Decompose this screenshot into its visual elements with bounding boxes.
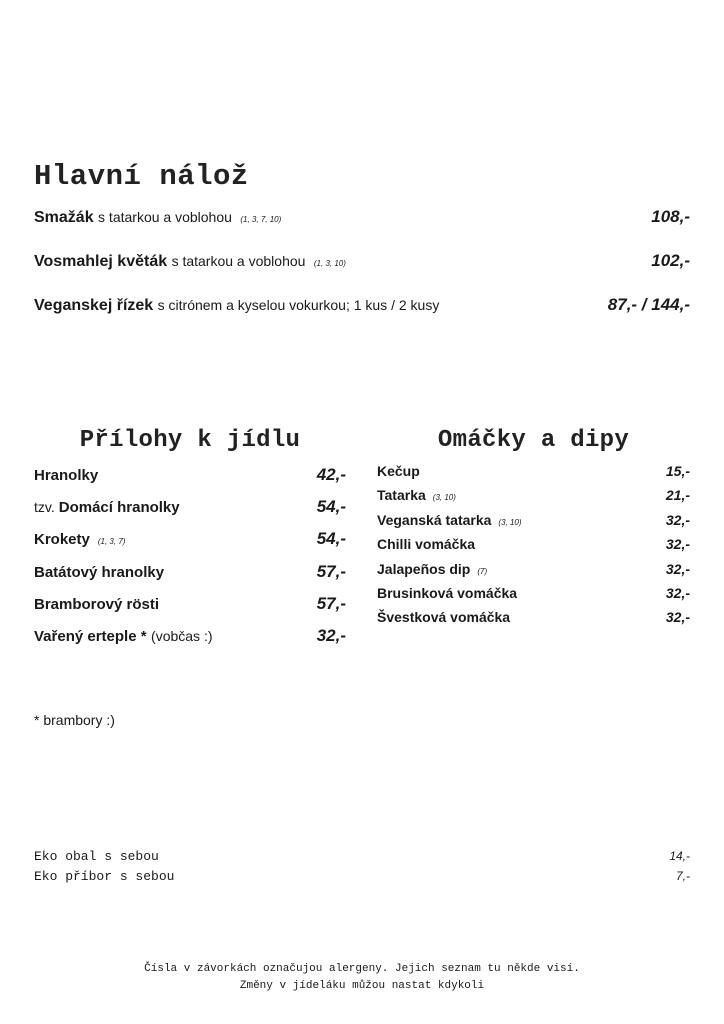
- sauce-item-price: 32,-: [665, 585, 690, 601]
- allergen-codes: (1, 3, 10): [313, 259, 346, 268]
- sauce-item-name: Brusinková vomáčka: [377, 585, 518, 601]
- footnote: * brambory :): [34, 712, 115, 728]
- extra-item: [34, 869, 690, 889]
- side-item: [34, 529, 346, 555]
- menu-item-price: 87,- / 144,-: [607, 295, 690, 314]
- sides-section-title: Přílohy k jídlu: [79, 427, 301, 454]
- menu-item-name: Vosmahlej květák: [34, 253, 168, 270]
- side-item-price: 32,-: [316, 626, 346, 645]
- main-section-title: Hlavní nálož: [34, 160, 249, 193]
- sauce-item-price: 32,-: [665, 536, 690, 552]
- sauce-item: [377, 536, 690, 558]
- sauce-item-name: Jalapeños dip: [377, 561, 471, 577]
- side-item-name: Hranolky: [34, 467, 99, 484]
- side-item-prefix: tzv.: [34, 499, 55, 515]
- side-item: [34, 594, 346, 620]
- sauce-item: [377, 585, 690, 607]
- menu-item-kvetak: [34, 251, 690, 279]
- sauce-item: [377, 512, 690, 534]
- menu-item-desc: s citrónem a kyselou vokurkou; 1 kus / 2 kusy: [157, 297, 440, 313]
- sauce-item-name: Tatarka: [377, 487, 426, 503]
- menu-item-label: [34, 297, 439, 315]
- side-item-price: 42,-: [316, 465, 346, 484]
- extra-item-price: 7,-: [675, 869, 690, 883]
- side-item-price: 54,-: [316, 529, 346, 548]
- sauce-item: [377, 561, 690, 583]
- sauce-item: [377, 463, 690, 485]
- menu-item-name: Veganskej řízek: [34, 297, 154, 314]
- menu-item-label: [34, 253, 346, 271]
- menu-item-rizek: [34, 295, 690, 323]
- extra-item-label: Eko příbor s sebou: [34, 869, 175, 884]
- side-item: [34, 626, 346, 652]
- sauce-item: [377, 487, 690, 509]
- menu-item-price: 102,-: [651, 251, 690, 270]
- side-item-name: Vařený erteple *: [34, 628, 147, 645]
- allergen-codes: (7): [477, 567, 488, 576]
- extra-item-price: 14,-: [669, 849, 690, 863]
- allergen-codes: (1, 3, 7, 10): [240, 215, 282, 224]
- sauces-section-title: Omáčky a dipy: [437, 427, 630, 454]
- sauce-item-price: 32,-: [665, 561, 690, 577]
- menu-item-desc: s tatarkou a voblohou: [98, 209, 232, 225]
- allergen-note: Čísla v závorkách označujou alergeny. Jejich seznam tu někde visí.: [144, 963, 580, 975]
- allergen-codes: (3, 10): [432, 493, 456, 502]
- sauce-item: [377, 609, 690, 631]
- changes-note: Změny v jídeláku můžou nastat kdykoli: [239, 980, 485, 992]
- allergen-codes: (1, 3, 7): [97, 537, 126, 546]
- side-item-name: Domácí hranolky: [58, 499, 180, 516]
- sauce-item-price: 32,-: [665, 512, 690, 528]
- menu-item-desc: s tatarkou a voblohou: [171, 253, 306, 269]
- menu-item-smazak: [34, 207, 690, 235]
- side-item: [34, 497, 346, 523]
- side-item: [34, 465, 346, 491]
- sauce-item-price: 15,-: [665, 463, 690, 479]
- side-item-suffix: (vobčas :): [151, 628, 213, 644]
- side-item-name: Bramborový rösti: [34, 596, 160, 613]
- menu-item-name: Smažák: [34, 209, 94, 226]
- side-item-price: 54,-: [316, 497, 346, 516]
- side-item-name: Batátový hranolky: [34, 564, 165, 581]
- side-item-price: 57,-: [316, 562, 346, 581]
- sauce-item-price: 32,-: [665, 609, 690, 625]
- menu-item-price: 108,-: [651, 207, 690, 226]
- menu-item-label: [34, 209, 281, 227]
- side-item-price: 57,-: [316, 594, 346, 613]
- sauce-item-name: Chilli vomáčka: [377, 536, 476, 552]
- sauce-item-name: Kečup: [377, 463, 420, 479]
- side-item: [34, 562, 346, 588]
- side-item-name: Krokety: [34, 531, 90, 548]
- extra-item-label: Eko obal s sebou: [34, 849, 159, 864]
- sauce-item-name: Švestková vomáčka: [377, 609, 511, 625]
- extra-item: [34, 849, 690, 869]
- sauce-item-price: 21,-: [665, 487, 690, 503]
- allergen-codes: (3, 10): [498, 518, 522, 527]
- sauce-item-name: Veganská tatarka: [377, 512, 492, 528]
